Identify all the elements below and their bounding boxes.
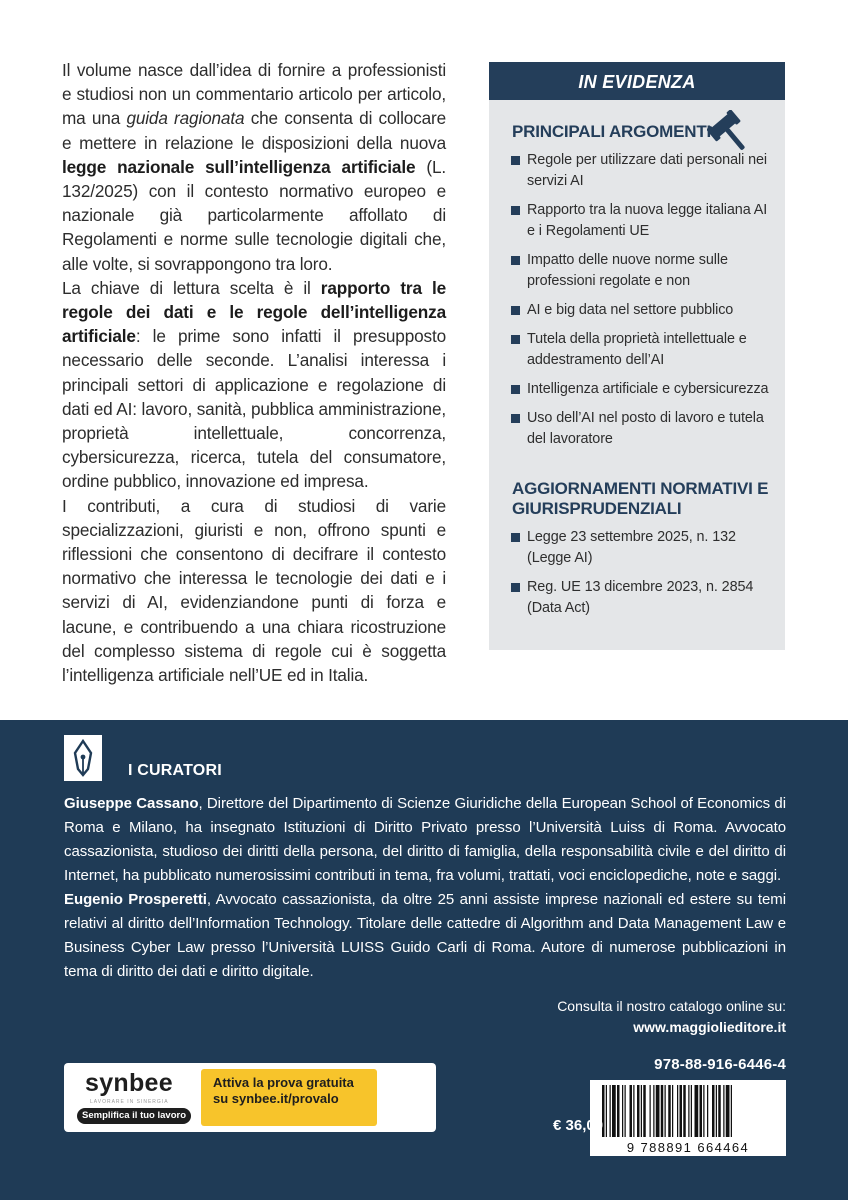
list-item-text: Reg. UE 13 dicembre 2023, n. 2854 (Data Act) xyxy=(527,579,754,616)
barcode-bar xyxy=(700,1085,703,1137)
barcode-bar xyxy=(653,1085,654,1137)
intro-p1-b: che consenta di collocare e mettere in relazione le disposizioni della nuova xyxy=(62,108,446,153)
barcode-digits: 9 788891 664464 xyxy=(626,1140,750,1155)
bullet-square-icon xyxy=(511,206,520,215)
highlights-box xyxy=(489,62,785,650)
list-item xyxy=(489,329,785,371)
barcode-bar xyxy=(630,1085,633,1137)
intro-paragraph-2 xyxy=(62,276,446,494)
isbn-number: 978-88-916-6446-4 xyxy=(654,1056,786,1073)
barcode-bar xyxy=(691,1085,692,1137)
curator-2-bio xyxy=(64,888,786,984)
updates-list xyxy=(489,527,785,619)
barcode-bar xyxy=(731,1085,732,1137)
intro-text xyxy=(62,58,446,687)
barcode-bar xyxy=(637,1085,640,1137)
intro-p1-italic: guida ragionata xyxy=(126,108,245,129)
intro-p1-a: Il volume nasce dall’idea di fornire a professionisti e studiosi non un commentario articolo per articolo, ma una xyxy=(62,60,446,129)
curator-1-text: , Direttore del Dipartimento di Scienze Giuridiche della European School of Economics di Roma e Milano, ha insegnato Istituzioni di Diritto Privato presso l’Università Luiss di Roma. Avvocato cassazionista, studioso dei diritti della persona, del diritto di famiglia, della responsabilità civile e del diritto di Internet, ha pubblicato numerosissimi contributi in tema, fra volumi, trattati, voci enciclopediche, note e saggi. xyxy=(64,795,786,884)
barcode-bar xyxy=(656,1085,660,1137)
list-item xyxy=(489,408,785,450)
catalog-info xyxy=(557,996,786,1038)
intro-p2-a: La chiave di lettura scelta è il xyxy=(62,277,321,298)
barcode-bar xyxy=(716,1085,717,1137)
barcode-bar xyxy=(718,1085,721,1137)
bullet-square-icon xyxy=(511,583,520,592)
main-topics-title: PRINCIPALI ARGOMENTI xyxy=(512,122,712,141)
intro-p2-b: : le prime sono infatti il presupposto necessario delle seconde. L’analisi interessa i principali settori di applicazione e regolazione di dati ed AI: lavoro, sanità, pubblica amministrazione, proprietà intellettuale, concorrenza, cybersicurezza, ricerca, tutela del consumatore, ordine pubblico, innovazione ed impresa. xyxy=(62,326,446,492)
bullet-square-icon xyxy=(511,256,520,265)
list-item-text: Rapporto tra la nuova legge italiana AI e i Regolamenti UE xyxy=(527,202,768,239)
main-topics-list xyxy=(489,150,785,450)
synbee-logo: synbee xyxy=(85,1069,173,1097)
barcode-bar xyxy=(643,1085,646,1137)
catalog-text: Consulta il nostro catalogo online su: xyxy=(557,998,786,1014)
barcode-graphic xyxy=(590,1080,786,1156)
list-item-text: Tutela della proprietà intellettuale e addestramento dell’AI xyxy=(527,331,747,368)
highlights-header: IN EVIDENZA xyxy=(489,62,785,100)
synbee-pill: Semplifica il tuo lavoro xyxy=(77,1108,191,1124)
updates-title: AGGIORNAMENTI NORMATIVI E GIURISPRUDENZIALI xyxy=(512,479,769,518)
list-item xyxy=(489,527,785,569)
list-item-text: Intelligenza artificiale e cybersicurezza xyxy=(527,381,769,397)
curator-2-name: Eugenio Prosperetti xyxy=(64,891,207,908)
list-item-text: Regole per utilizzare dati personali nei servizi AI xyxy=(527,152,767,189)
intro-paragraph-1 xyxy=(62,58,446,276)
bullet-square-icon xyxy=(511,335,520,344)
barcode-bar xyxy=(665,1085,666,1137)
pen-nib-icon xyxy=(64,735,102,781)
updates-section xyxy=(489,479,785,627)
curators-bio xyxy=(64,792,786,984)
barcode-bar xyxy=(668,1085,671,1137)
main-topics-section xyxy=(489,122,785,458)
barcode-bar xyxy=(677,1085,678,1137)
barcode-bar xyxy=(683,1085,686,1137)
barcode-bar xyxy=(622,1085,623,1137)
list-item-text: Uso dell’AI nel posto di lavoro e tutela del lavoratore xyxy=(527,410,764,447)
barcode-bar xyxy=(617,1085,620,1137)
list-item-text: Legge 23 settembre 2025, n. 132 (Legge AI) xyxy=(527,529,736,566)
curator-2-text: , Avvocato cassazionista, da oltre 25 anni assiste imprese nazionali ed estere su temi relativi al diritto dell’Information Technology. Titolare delle cattedre di Algorithm and Data Management Law e Business Cyber Law presso l’Università LUISS Guido Carli di Roma. Autore di numerose pubblicazioni in tema di diritto dei dati e diritto digitale. xyxy=(64,891,786,980)
bullet-square-icon xyxy=(511,306,520,315)
barcode-bar xyxy=(672,1085,673,1137)
price: € 36,00 xyxy=(553,1117,604,1134)
barcode-bar xyxy=(612,1085,616,1137)
bullet-square-icon xyxy=(511,385,520,394)
barcode-bar xyxy=(688,1085,689,1137)
synbee-tagline: LAVORARE IN SINERGIA xyxy=(90,1099,169,1105)
list-item xyxy=(489,200,785,242)
bullet-square-icon xyxy=(511,414,520,423)
barcode-bar xyxy=(650,1085,651,1137)
barcode-bar xyxy=(606,1085,607,1137)
list-item-text: Impatto delle nuove norme sulle professioni regolate e non xyxy=(527,252,728,289)
barcode-bar xyxy=(723,1085,724,1137)
intro-p1-bold: legge nazionale sull’intelligenza artificiale xyxy=(62,156,416,177)
curators-title: I CURATORI xyxy=(128,762,222,779)
barcode-bar xyxy=(712,1085,715,1137)
list-item xyxy=(489,577,785,619)
barcode-bar xyxy=(726,1085,730,1137)
list-item-text: AI e big data nel settore pubblico xyxy=(527,302,734,318)
barcode-bar xyxy=(695,1085,699,1137)
barcode-bar xyxy=(661,1085,664,1137)
barcode-bar xyxy=(680,1085,683,1137)
isbn-barcode xyxy=(590,1080,786,1156)
intro-p2-bold: rapporto tra le regole dei dati e le regole dell’intelligenza artificiale xyxy=(62,277,446,347)
list-item xyxy=(489,300,785,321)
barcode-bar xyxy=(625,1085,626,1137)
synbee-cta[interactable]: Attiva la prova gratuita su synbee.it/provalo xyxy=(201,1069,377,1126)
intro-p1-c: (L. 132/2025) con il contesto normativo europeo e nazionale già particolarmente affollato di Regolamenti e norme sulle tecnologie digitali che, alle volte, si sovrappongono tra loro. xyxy=(62,156,447,274)
bullet-square-icon xyxy=(511,533,520,542)
curator-1-bio xyxy=(64,792,786,888)
list-item xyxy=(489,250,785,292)
synbee-ad[interactable] xyxy=(64,1063,436,1132)
barcode-bar xyxy=(610,1085,611,1137)
barcode-bar xyxy=(707,1085,708,1137)
barcode-bar xyxy=(703,1085,704,1137)
list-item xyxy=(489,150,785,192)
list-item xyxy=(489,379,785,400)
barcode-bar xyxy=(641,1085,642,1137)
intro-paragraph-3: I contributi, a cura di studiosi di varie specializzazioni, giuristi e non, offrono spunti e riflessioni che consentono di decifrare il contesto normativo che interessa le tecnologie dei dati e i servizi di AI, evidenziandone punti di forza e lacune, e contribuendo a una chiara ricostruzione del complesso sistema di regole cui è soggetta l’intelligenza artificiale nell’UE ed in Italia. xyxy=(62,495,446,686)
catalog-url[interactable]: www.maggiolieditore.it xyxy=(633,1019,786,1035)
curator-1-name: Giuseppe Cassano xyxy=(64,795,199,812)
bullet-square-icon xyxy=(511,156,520,165)
barcode-bar xyxy=(633,1085,634,1137)
